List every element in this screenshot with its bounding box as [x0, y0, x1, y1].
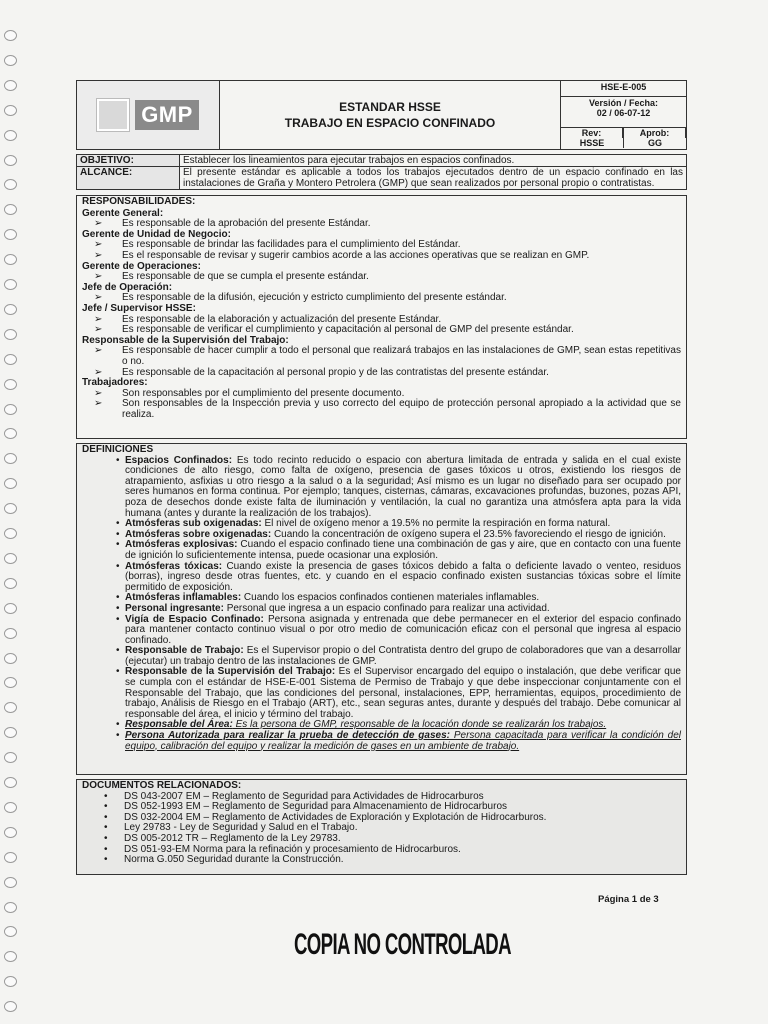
binder-hole-icon: [4, 802, 17, 813]
bullet-icon: •: [104, 801, 108, 813]
responsibility-item: [82, 219, 681, 230]
role-title: Gerente General:: [82, 207, 164, 219]
definiciones-section: [76, 443, 687, 775]
bullet-icon: •: [116, 613, 120, 625]
bullet-icon: •: [116, 719, 120, 731]
binder-hole-icon: [4, 155, 17, 166]
binder-hole-icon: [4, 951, 17, 962]
definition-text: Es el Supervisor propio o del Contratista dentro del grupo de colaboradores que van a desarrollar (ejecutar) un trabajo dentro de las instalaciones de GMP.: [125, 645, 681, 667]
binder-hole-icon: [4, 130, 17, 141]
rev-label: Rev:: [561, 128, 623, 138]
binder-hole-icon: [4, 852, 17, 863]
bullet-icon: •: [116, 454, 120, 466]
binder-hole-icon: [4, 428, 17, 439]
version-block: [561, 97, 686, 128]
role-title: Gerente de Unidad de Negocio:: [82, 228, 231, 240]
bullet-icon: •: [104, 811, 108, 823]
definition-term: Responsable de Trabajo:: [125, 645, 244, 657]
responsibility-text: Es responsable de la difusión, ejecución y estricto cumplimiento del presente estándar.: [122, 292, 507, 304]
definition-text: Es todo recinto reducido o espacio con abertura limitada de entrada y salida en el cual existe condiciones de alto riesgo, como falta de oxígeno, presencia de gases tóxicos u otros, existiendo los riesgos de atrapamiento, asfixias u otro riesgo a la salud o a la seguridad; Así mismo es un lugar no diseñado para ser ocupado por seres humanos en forma continua. Por ejemplo; tanques, cisternas, cámaras, excavaciones profundas, buzones, pozas API, poza de desechos donde existe falta de iluminación y ventilación, la cual no garantiza una atmósfera apta para la vida humana (antes y durante la realización de los trabajos).: [125, 454, 681, 519]
definition-item: [82, 540, 681, 561]
arrow-bullet-icon: ➢: [94, 366, 103, 378]
document-text: DS 051-93-EM Norma para la refinación y procesamiento de Hidrocarburos.: [124, 843, 461, 855]
document-text: DS 005-2012 TR – Reglamento de la Ley 29783.: [124, 832, 341, 844]
responsibility-item: [82, 399, 681, 420]
binder-hole-icon: [4, 329, 17, 340]
responsibility-text: Es responsable de la elaboración y actualización del presente Estándar.: [122, 313, 442, 325]
binder-hole-icon: [4, 55, 17, 66]
bullet-icon: •: [116, 666, 120, 678]
bullet-icon: •: [104, 832, 108, 844]
binder-hole-icon: [4, 578, 17, 589]
document-text: DS 032-2004 EM – Reglamento de Actividades de Exploración y Explotación de Hidrocarburos.: [124, 811, 547, 823]
rev-value: HSSE: [579, 138, 605, 148]
binder-hole-icon: [4, 553, 17, 564]
definition-text: Personal que ingresa a un espacio confinado para realizar una actividad.: [223, 602, 550, 614]
definition-item: [82, 456, 681, 520]
binder-hole-icon: [4, 976, 17, 987]
definition-text: Cuando el espacio confinado tiene una combinación de gas y aire, que en contacto con una fuente de ignición lo suficientemente intensa, puede ocasionar una explosión.: [125, 539, 681, 561]
document-text: DS 052-1993 EM – Reglamento de Seguridad para Almacenamiento de Hidrocarburos: [124, 801, 508, 813]
title-cell: [220, 81, 561, 149]
role-title: Gerente de Operaciones:: [82, 260, 201, 272]
responsabilidades-heading: RESPONSABILIDADES:: [82, 196, 196, 207]
role-title: Responsable de la Supervisión del Trabajo:: [82, 334, 289, 346]
definition-text: Persona capacitada para verificar la condición del equipo, calibración del equipo y realizar la medición de gases en un ambiente de trabajo.: [125, 730, 681, 752]
binder-hole-icon: [4, 379, 17, 390]
objetivo-text: Establecer los lineamientos para ejecutar trabajos en espacios confinados.: [180, 155, 687, 167]
responsibility-text: Son responsables por el cumplimiento del presente documento.: [122, 387, 405, 399]
bullet-icon: •: [116, 518, 120, 530]
meta-cell: [561, 81, 686, 149]
binder-hole-icon: [4, 30, 17, 41]
role-title: Trabajadores:: [82, 377, 148, 389]
documentos-section: [76, 779, 687, 875]
responsibility-text: Es responsable de la capacitación al personal propio y de las contratistas del presente estándar.: [122, 366, 549, 378]
definition-term: Atmósferas explosivas:: [125, 539, 238, 551]
binder-hole-icon: [4, 752, 17, 763]
arrow-bullet-icon: ➢: [94, 398, 103, 410]
binder-hole-icon: [4, 702, 17, 713]
responsibility-item: [82, 346, 681, 367]
binder-hole-icon: [4, 80, 17, 91]
alcance-label: ALCANCE:: [77, 167, 180, 190]
definition-term: Atmósferas sobre oxigenadas:: [125, 528, 272, 540]
definiciones-heading: DEFINICIONES: [82, 444, 154, 455]
binder-hole-icon: [4, 926, 17, 937]
aprob-value: GG: [647, 138, 662, 148]
title-line-1: ESTANDAR HSSE: [339, 100, 441, 114]
binder-hole-icon: [4, 628, 17, 639]
binder-hole-icon: [4, 877, 17, 888]
binder-hole-icon: [4, 528, 17, 539]
arrow-bullet-icon: ➢: [94, 345, 103, 357]
bullet-icon: •: [116, 602, 120, 614]
binder-hole-icon: [4, 404, 17, 415]
binder-hole-icon: [4, 204, 17, 215]
responsibility-text: Es responsable de verificar el cumplimiento y capacitación al personal de GMP del presente estándar.: [122, 324, 574, 336]
definition-item: [82, 667, 681, 720]
definition-text: Cuando los espacios confinados contienen materiales inflamables.: [241, 592, 540, 604]
arrow-bullet-icon: ➢: [94, 239, 103, 251]
binder-hole-icon: [4, 279, 17, 290]
definition-term: Responsable del Área:: [125, 719, 233, 731]
document-header: [76, 80, 687, 150]
definition-term: Persona Autorizada para realizar la prueba de detección de gases:: [125, 730, 450, 742]
definition-term: Atmósferas tóxicas:: [125, 560, 223, 572]
responsibility-item: [82, 368, 681, 379]
bullet-icon: •: [116, 730, 120, 742]
arrow-bullet-icon: ➢: [94, 292, 103, 304]
definition-term: Atmósferas inflamables:: [125, 592, 242, 604]
responsibility-text: Es responsable de la aprobación del presente Estándar.: [122, 218, 371, 230]
definition-text: Cuando la concentración de oxígeno supera el 23.5% favoreciendo el riesgo de ignición.: [271, 528, 666, 540]
responsibility-text: Es responsable de que se cumpla el presente estándar.: [122, 271, 369, 283]
page-number: Página 1 de 3: [598, 894, 659, 905]
bullet-icon: •: [104, 843, 108, 855]
binder-holes: [4, 30, 20, 1020]
bullet-icon: •: [104, 822, 108, 834]
version-label: Versión / Fecha:: [588, 98, 659, 108]
arrow-bullet-icon: ➢: [94, 271, 103, 283]
doc-code: HSE-E-005: [561, 81, 686, 97]
rev-aprob-block: [561, 128, 686, 148]
bullet-icon: •: [104, 790, 108, 802]
responsibility-text: Son responsables de la Inspección previa y uso correcto del equipo de protección personal apropiado a la actividad que se realiza.: [122, 398, 681, 420]
title-line-2: TRABAJO EN ESPACIO CONFINADO: [284, 116, 496, 130]
binder-hole-icon: [4, 354, 17, 365]
bullet-icon: •: [116, 645, 120, 657]
arrow-bullet-icon: ➢: [94, 387, 103, 399]
logo-cell: [77, 81, 220, 149]
definition-term: Espacios Confinados:: [125, 454, 233, 466]
binder-hole-icon: [4, 1001, 17, 1012]
alcance-text: El presente estándar es aplicable a todos los trabajos ejecutados dentro de un espacio confinado en las instalaciones de Graña y Montero Petrolera (GMP) que sean realizados por personal propio o contratistas.: [180, 167, 687, 190]
bullet-icon: •: [116, 560, 120, 572]
binder-hole-icon: [4, 229, 17, 240]
definition-item: [82, 562, 681, 594]
uncontrolled-copy-stamp: COPIA NO CONTROLADA: [294, 928, 511, 961]
binder-hole-icon: [4, 503, 17, 514]
arrow-bullet-icon: ➢: [94, 313, 103, 325]
definiciones-list: [82, 456, 681, 753]
bullet-icon: •: [116, 539, 120, 551]
binder-hole-icon: [4, 727, 17, 738]
objetivo-alcance-table: [76, 154, 687, 190]
binder-hole-icon: [4, 677, 17, 688]
bullet-icon: •: [116, 528, 120, 540]
binder-hole-icon: [4, 304, 17, 315]
binder-hole-icon: [4, 478, 17, 489]
responsibility-item: [82, 293, 681, 304]
definition-text: Cuando existe la presencia de gases tóxicos debido a falta o deficiente lavado o venteo, residuos (borras), ingreso desde otras fuentes, etc. y cuando en el espacio confinado existen sustancias tóxicas sobre el límite permitido de exposición.: [125, 560, 682, 593]
arrow-bullet-icon: ➢: [94, 324, 103, 336]
document-text: Ley 29783 - Ley de Seguridad y Salud en el Trabajo.: [124, 822, 358, 834]
responsibility-text: Es responsable de brindar las facilidades para el cumplimiento del Estándar.: [122, 239, 461, 251]
definition-item: [82, 731, 681, 752]
document-text: Norma G.050 Seguridad durante la Construcción.: [124, 854, 344, 866]
binder-hole-icon: [4, 653, 17, 664]
binder-hole-icon: [4, 105, 17, 116]
arrow-bullet-icon: ➢: [94, 249, 103, 261]
role-title: Jefe de Operación:: [82, 281, 173, 293]
definition-item: [82, 615, 681, 647]
document-item: [82, 855, 681, 866]
gmp-logo: [97, 99, 199, 131]
binder-hole-icon: [4, 179, 17, 190]
logo-square-icon: [97, 99, 129, 131]
binder-hole-icon: [4, 902, 17, 913]
role-title: Jefe / Supervisor HSSE:: [82, 302, 196, 314]
version-value: 02 / 06-07-12: [596, 108, 651, 118]
responsibility-item: [82, 251, 681, 262]
bullet-icon: •: [116, 592, 120, 604]
binder-hole-icon: [4, 777, 17, 788]
aprob-label: Aprob:: [624, 128, 686, 138]
definition-text: Es la persona de GMP, responsable de la locación donde se realizarán los trabajos.: [232, 719, 607, 731]
documentos-list: [82, 792, 681, 866]
definition-text: El nivel de oxígeno menor a 19.5% no permite la respiración en forma natural.: [261, 518, 611, 530]
responsabilidades-section: [76, 195, 687, 439]
definition-term: Vigía de Espacio Confinado:: [125, 613, 264, 625]
definition-item: [82, 646, 681, 667]
responsibility-item: [82, 272, 681, 283]
documentos-heading: DOCUMENTOS RELACIONADOS:: [82, 780, 242, 791]
binder-hole-icon: [4, 254, 17, 265]
binder-hole-icon: [4, 603, 17, 614]
binder-hole-icon: [4, 453, 17, 464]
responsibility-item: [82, 325, 681, 336]
logo-text: GMP: [135, 100, 199, 130]
definition-text: Persona asignada y entrenada que debe permanecer en el exterior del espacio confinado para mantener contacto continuo visual o por otro medio de comunicación eficaz con el personal que ingresa al espacio confinado.: [125, 613, 681, 646]
definition-term: Personal ingresante:: [125, 602, 224, 614]
responsibility-text: Es el responsable de revisar y sugerir cambios acorde a las acciones operativas que se realizan en GMP.: [122, 249, 590, 261]
arrow-bullet-icon: ➢: [94, 218, 103, 230]
definition-text: Es el Supervisor encargado del equipo o instalación, que debe verificar que se cumpla con el estándar de HSE-E-001 Sistema de Permiso de Trabajo y que debe inspeccionar conjuntamente con el Responsable del Trabajo, que las condiciones del personal, instalaciones, EPP, herramientas, equipos, procedimiento de trabajo, Análisis de Riesgo en el Trabajo (ART), etc., sean seguras antes, durante y después del trabajo. Debe comunicar al responsable del área, el inicio y término del trabajo.: [125, 666, 681, 720]
objetivo-label: OBJETIVO:: [77, 155, 180, 167]
binder-hole-icon: [4, 827, 17, 838]
definition-term: Atmósferas sub oxigenadas:: [125, 518, 262, 530]
document-text: DS 043-2007 EM – Reglamento de Seguridad para Actividades de Hidrocarburos: [124, 790, 484, 802]
responsibility-text: Es responsable de hacer cumplir a todo el personal que realizará trabajos en las instalaciones de GMP, sean estas repetitivas o no.: [122, 345, 681, 367]
definition-term: Responsable de la Supervisión del Trabajo:: [125, 666, 336, 678]
responsabilidades-list: [82, 209, 681, 421]
bullet-icon: •: [104, 854, 108, 866]
